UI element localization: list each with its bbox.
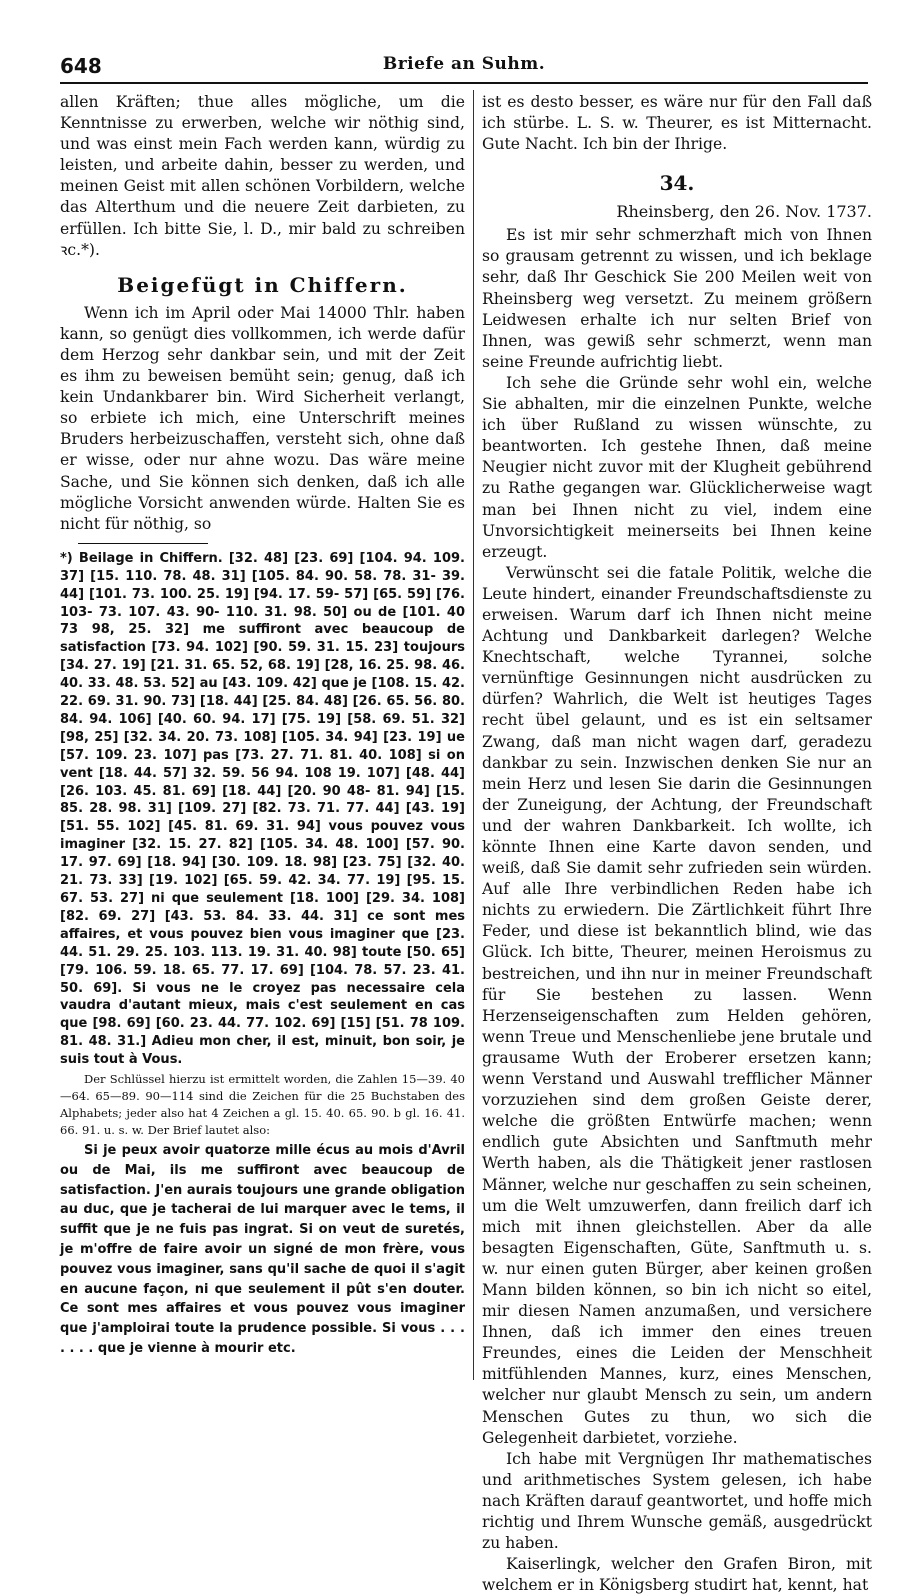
- footnote-key: Der Schlüssel hierzu ist ermittelt worden, die Zahlen 15—39. 40—64. 65—89. 90—114 sind die Zeichen für die 25 Buchstaben des Alphabets; jeder also hat 4 Zeichen a gl. 15. 40. 65. 90. b gl. 16. 41. 66. 91. u. s. w. Der Brief lautet also:: [60, 1072, 465, 1138]
- page-number: 648: [60, 54, 102, 78]
- letter-paragraph: Verwünscht sei die fatale Politik, welche die Leute hindert, einander Freundschaftsdienste zu erweisen. Warum darf ich Ihnen nicht meine Achtung und Dankbarkeit darlegen? Welche Knechtschaft, welche Tyrannei, solche vernünftige Gesinnungen nicht ausdrücken zu dürfen? Wahrlich, die Welt ist heutiges Tages recht übel gelaunt, und es ist ein seltsamer Zwang, daß man nicht wagen darf, geradezu dankbar zu sein. Inzwischen denken Sie nur an mein Herz und lesen Sie darin die Gesinnungen der Zuneigung, der Achtung, der Freundschaft und der wahren Dankbarkeit. Ich wollte, ich könnte Ihnen eine Karte davon senden, und weiß, daß Sie damit sehr zufrieden sein würden. Auf alle Ihre verbindlichen Reden habe ich nichts zu erwiedern. Die Zärtlichkeit führt Ihre Feder, und diese ist bekanntlich blind, wie das Glück. Ich bitte, Theurer, meinen Heroismus zu bestreichen, und ihn nur in meiner Freundschaft für Sie bestehen zu lassen. Wenn Herzenseigenschaften zum Helden gehören, wenn Treue und Menschenliebe jene brutale und grausame Wuth der Eroberer ersetzen kann; wenn Verstand und Auswahl trefflicher Männer vorzuziehen sind dem großen Geiste derer, welche die größten Entwürfe machen; wenn endlich gute Absichten und Sanftmuth mehr Werth haben, als die Thätigkeit jener rastlosen Männer, welche nur geschaffen zu sein scheinen, um die Welt umzuwerfen, dann freilich darf ich mich mit ihnen gleichstellen. Aber da alle besagten Eigenschaften, Güte, Sanftmuth u. s. w. nur einen guten Bürger, aber keinen großen Mann bilden können, so bin ich nicht so eitel, mir diesen Namen anzumaßen, und versichere Ihnen, daß ich immer den eines treuen Freundes, eines die Leiden der Menschheit mitfühlenden Mannes, kurz, eines Menschen, welcher nur glaubt Mensch zu sein, um andern Menschen Gutes zu thun, wo sich die Gelegenheit darbietet, vorziehe.: [482, 563, 872, 1447]
- column-divider: [473, 90, 474, 1380]
- footnote-french-text: Si je peux avoir quatorze mille écus au mois d'Avril ou de Mai, ils me suffiront avec beaucoup de satisfaction. J'en aurais toujours une grande obligation au duc, que je tacherai de lui marquer avec le tems, il suffit que je ne fuis pas ingrat. Si on veut de suretés, je m'offre de faire avoir un signé de mon frère, vous pouvez vous imaginer, sans qu'il sache de quoi il s'agit en aucune façon, ni que seulement il pût s'en douter. Ce sont mes affaires et vous pouvez vous imaginer que j'amploirai toute la prudence possible. Si vous . . . . . . . que je vienne à mourir etc.: [60, 1143, 465, 1357]
- continuation-paragraph: ist es desto besser, es wäre nur für den Fall daß ich stürbe. L. S. w. Theurer, es ist Mitternacht. Gute Nacht. Ich bin der Ihrige.: [482, 93, 872, 154]
- left-column: [60, 92, 465, 1382]
- letter-paragraph: Es ist mir sehr schmerzhaft mich von Ihnen so grausam getrennt zu wissen, und ich beklage sehr, daß Ihr Geschick Sie 200 Meilen weit von Rheinsberg weg versetzt. Zu meinem größern Leidwesen erhalte ich nur selten Brief von Ihnen, was gewiß sehr schmerzt, wenn man seine Freunde aufrichtig liebt.: [482, 226, 872, 371]
- page-header: [60, 54, 868, 84]
- cipher-paragraph: Wenn ich im April oder Mai 14000 Thlr. haben kann, so genügt dies vollkommen, ich werde dafür dem Herzog sehr dankbar sein, und mit der Zeit es ihm zu beweisen bemüht sein; genug, daß ich kein Undankbarer bin. Wird Sicherheit verlangt, so erbiete ich mich, eine Unterschrift meines Bruders herbeizuschaffen, versteht sich, ohne daß er wisse, oder nur ahne wozu. Das wäre meine Sache, und Sie können sich denken, daß ich alle mögliche Vorsicht anwenden würde. Halten Sie es nicht für nöthig, so: [60, 303, 465, 533]
- footnote-cipher: *) Beilage in Chiffern. [32. 48] [23. 69] [104. 94. 109. 37] [15. 110. 78. 48. 31] [105. 84. 90. 58. 78. 31- 39. 44] [101. 73. 100. 25. 19] [94. 17. 59- 57] [65. 59] [76. 103- 73. 107. 43. 90- 110. 31. 98. 50] ou de [101. 40 73 98, 25. 32] me suffiront avec beaucoup de satisfaction [73. 94. 102] [90. 59. 31. 15. 23] toujours [34. 27. 19] [21. 31. 65. 52, 68. 19] [28, 16. 25. 98. 46. 40. 33. 48. 53. 52] au [43. 109. 42] que je [108. 15. 42. 22. 69. 31. 90. 73] [18. 44] [25. 84. 48] [26. 65. 56. 80. 84. 94. 106] [40. 60. 94. 17] [75. 19] [58. 69. 51. 32] [98, 25] [32. 34. 20. 73. 108] [105. 34. 94] [23. 19] ue [57. 109. 23. 107] pas [73. 27. 71. 81. 40. 108] si on vent [18. 44. 57] 32. 59. 56 94. 108 19. 107] [48. 44] [26. 103. 45. 81. 69] [18. 44] [20. 90 48- 81. 94] [15. 85. 28. 98. 31] [109. 27] [82. 73. 71. 77. 44] [43. 19] [51. 55. 102] [45. 81. 69. 31. 94] vous pouvez vous imaginer [32. 15. 27. 82] [105. 34. 48. 100] [57. 90. 17. 97. 69] [18. 94] [30. 109. 18. 98] [23. 75] [32. 40. 21. 73. 33] [19. 102] [65. 59. 42. 34. 77. 19] [95. 15. 67. 53. 27] ni que seulement [18. 100] [29. 34. 108] [82. 69. 27] [43. 53. 84. 33. 44. 31] ce sont mes affaires, et vous pouvez bien vous imaginer que [23. 44. 51. 29. 25. 103. 113. 19. 31. 40. 98] toute [50. 65] [79. 106. 59. 18. 65. 77. 17. 69] [104. 78. 57. 23. 41. 50. 69]. Si vous ne le croyez pas necessaire cela vaudra d'autant mieux, mais c'est seulement en cas que [98. 69] [60. 23. 44. 77. 102. 69] [15] [51. 78 109. 81. 48. 31.] Adieu mon cher, il est, minuit, bon soir, je suis tout à Vous.: [60, 550, 465, 1068]
- letter-paragraph: Kaiserlingk, welcher den Grafen Biron, mit welchem er in Königsberg studirt hat, kennt, hat: [482, 1555, 872, 1595]
- letter-number: 34.: [659, 171, 695, 196]
- running-title: Briefe an Suhm.: [382, 54, 546, 74]
- dateline: Rheinsberg, den 26. Nov. 1737.: [616, 202, 872, 222]
- footnote-rule: [78, 543, 208, 544]
- opening-paragraph: allen Kräften; thue alles mögliche, um die Kenntnisse zu erwerben, welche wir nöthig sind, und was einst mein Fach werden kann, würdig zu leisten, und arbeite dahin, besser zu werden, und meinen Geist mit allen schönen Vorbildern, welche das Alterthum und die neuere Zeit darbieten, zu erfüllen. Ich bitte Sie, l. D., mir bald zu schreiben ꝛc.*).: [60, 93, 465, 259]
- letter-paragraph: Ich habe mit Vergnügen Ihr mathematisches und arithmetisches System gelesen, ich habe nach Kräften darauf geantwortet, und hoffe mich richtig und Ihrem Wunsche gemäß, ausgedrückt zu haben.: [482, 1449, 872, 1553]
- section-heading: Beigefügt in Chiffern.: [117, 272, 408, 297]
- right-column: [482, 92, 872, 1595]
- letter-paragraph: Ich sehe die Gründe sehr wohl ein, welche Sie abhalten, mir die einzelnen Punkte, welche ich über Rußland zu wissen wünschte, zu beantworten. Ich gestehe Ihnen, daß meine Neugier nicht zuvor mit der Klugheit gebührend zu Rathe gegangen war. Glücklicherweise wagt man bei Ihnen nicht zu viel, indem eine Unvorsichtigkeit meinerseits bei Ihnen keine erzeugt.: [482, 373, 872, 561]
